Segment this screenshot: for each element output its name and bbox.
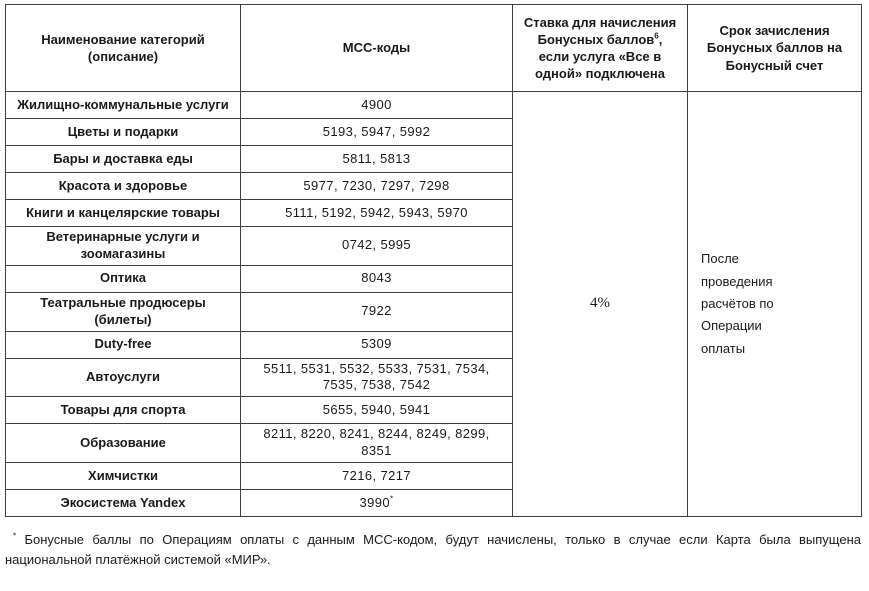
category-cell: Оптика xyxy=(6,265,241,292)
mcc-codes-cell: 5309 xyxy=(241,331,513,358)
category-cell: Химчистки xyxy=(6,463,241,490)
category-cell: Книги и канцелярские товары xyxy=(6,200,241,227)
category-cell: Duty-free xyxy=(6,331,241,358)
footnote-asterisk: * xyxy=(13,531,17,541)
category-cell: Автоуслуги xyxy=(6,358,241,397)
category-cell: Экосистема Yandex xyxy=(6,490,241,517)
crediting-term-cell xyxy=(688,92,862,517)
mcc-codes-cell: 7216, 7217 xyxy=(241,463,513,490)
header-mcc-codes: МСС-коды xyxy=(241,5,513,92)
category-cell: Бары и доставка еды xyxy=(6,146,241,173)
mcc-codes-cell: 5655, 5940, 5941 xyxy=(241,397,513,424)
category-cell: Красота и здоровье xyxy=(6,173,241,200)
mcc-codes-cell: 0742, 5995 xyxy=(241,227,513,266)
category-cell: Жилищно-коммунальные услуги xyxy=(6,92,241,119)
crediting-term-text: После проведения расчётов по Операции оплаты xyxy=(701,251,774,356)
mcc-codes-cell: 5193, 5947, 5992 xyxy=(241,119,513,146)
mcc-codes-cell: 8211, 8220, 8241, 8244, 8249, 8299, 8351 xyxy=(241,424,513,463)
footnote-ref-6: 6 xyxy=(654,31,659,41)
header-bonus-rate xyxy=(513,5,688,92)
footnote xyxy=(5,530,861,569)
category-cell: Товары для спорта xyxy=(6,397,241,424)
mcc-codes-cell: 5511, 5531, 5532, 5533, 7531, 7534, 7535, 7538, 7542 xyxy=(241,358,513,397)
mcc-codes-cell: 8043 xyxy=(241,265,513,292)
header-crediting-term: Срок зачисления Бонусных баллов на Бонусный счет xyxy=(688,5,862,92)
footnote-ref-asterisk: * xyxy=(389,494,394,504)
header-category: Наименование категорий (описание) xyxy=(6,5,241,92)
header-bonus-rate-text-tail: , если услуга «Все в одной» подключена xyxy=(535,31,665,82)
category-cell: Цветы и подарки xyxy=(6,119,241,146)
category-cell: Ветеринарные услуги и зоомагазины xyxy=(6,227,241,266)
footnote-text: Бонусные баллы по Операциям оплаты с данным МСС-кодом, будут начислены, только в случае если Карта была выпущена национальной платёжной системой «МИР». xyxy=(5,532,861,567)
category-cell: Театральные продюсеры (билеты) xyxy=(6,292,241,331)
mcc-codes-cell: 5111, 5192, 5942, 5943, 5970 xyxy=(241,200,513,227)
mcc-bonus-table xyxy=(5,4,862,517)
category-cell: Образование xyxy=(6,424,241,463)
mcc-codes-cell: 5977, 7230, 7297, 7298 xyxy=(241,173,513,200)
table-header xyxy=(6,5,862,92)
mcc-codes-cell: 4900 xyxy=(241,92,513,119)
header-row xyxy=(6,5,862,92)
header-bonus-rate-text: Ставка для начисления Бонусных баллов xyxy=(523,14,677,47)
mcc-codes-cell: 7922 xyxy=(241,292,513,331)
table-row xyxy=(6,92,862,119)
mcc-codes-cell: 5811, 5813 xyxy=(241,146,513,173)
table-body xyxy=(6,92,862,517)
bonus-rate-cell: 4% xyxy=(513,92,688,517)
mcc-codes-cell: 3990* xyxy=(241,490,513,517)
